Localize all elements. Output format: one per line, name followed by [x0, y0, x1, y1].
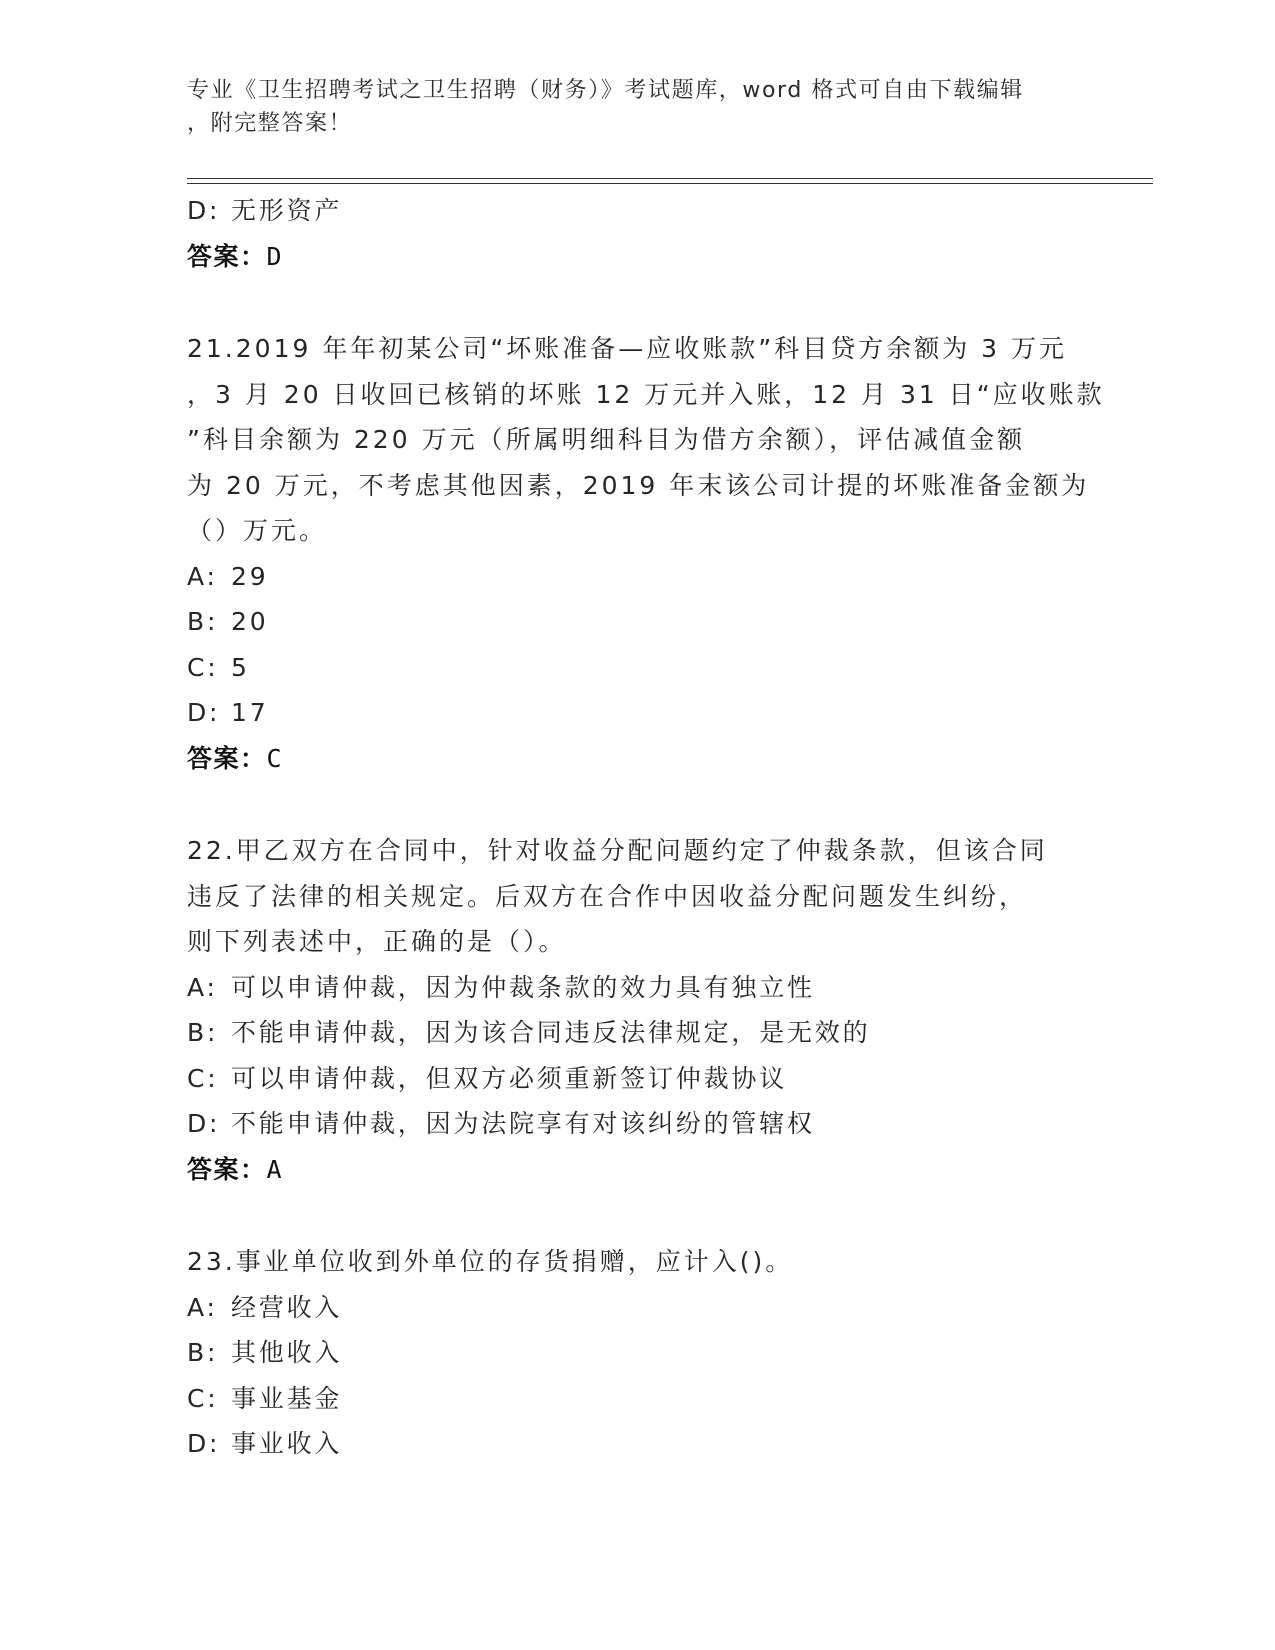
header-rule-bottom	[187, 183, 1153, 184]
question-line: 为 20 万元，不考虑其他因素，2019 年末该公司计提的坏账准备金额为	[187, 470, 1090, 500]
question-line: ，3 月 20 日收回已核销的坏账 12 万元并入账，12 月 31 日“应收账款	[187, 379, 1105, 409]
option-text: 事业基金	[231, 1383, 343, 1413]
question-line: 则下列表述中，正确的是（）。	[187, 927, 567, 956]
header-line-2: ，附完整答案！	[187, 111, 353, 136]
question-line: 22.甲乙双方在合同中，针对收益分配问题约定了仲裁条款，但该合同	[187, 836, 1048, 865]
option-item	[187, 645, 1087, 691]
header-rule-top	[187, 178, 1153, 179]
document-body	[187, 188, 1105, 1467]
answer-line	[187, 234, 1087, 280]
option-text: 20	[231, 607, 269, 636]
option-text: 17	[231, 698, 269, 727]
option-item	[187, 1421, 1087, 1467]
question-line: 23.事业单位收到外单位的存货捐赠，应计入()。	[187, 1247, 794, 1276]
option-label: D:	[187, 1429, 221, 1458]
option-item	[187, 1330, 1087, 1376]
option-text: 事业收入	[231, 1429, 343, 1458]
answer-value: C	[266, 743, 284, 773]
option-item	[187, 554, 1087, 600]
spacer	[187, 1192, 1087, 1239]
question-line: ”科目余额为 220 万元（所属明细科目为借方余额），评估减值金额	[187, 425, 1026, 454]
option-label: D:	[187, 196, 221, 225]
question-23-text	[187, 1239, 1087, 1285]
option-item	[187, 188, 1087, 234]
option-label: D:	[187, 698, 221, 727]
answer-line	[187, 736, 1087, 782]
option-text: 经营收入	[231, 1292, 343, 1322]
option-text: 不能申请仲裁，因为该合同违反法律规定，是无效的	[231, 1018, 871, 1047]
answer-label: 答案：	[187, 743, 267, 773]
option-text: 不能申请仲裁，因为法院享有对该纠纷的管辖权	[231, 1109, 815, 1138]
answer-value: A	[266, 1154, 284, 1184]
option-text: 5	[231, 652, 250, 682]
header-line-1: 专业《卫生招聘考试之卫生招聘（财务）》考试题库，word 格式可自由下载编辑	[187, 78, 1024, 103]
answer-label: 答案：	[187, 241, 267, 271]
option-item	[187, 1056, 1087, 1102]
option-label: C:	[187, 1063, 219, 1093]
document-header	[187, 74, 1067, 140]
question-21-text	[187, 326, 1105, 554]
option-item	[187, 599, 1087, 645]
option-item	[187, 1285, 1087, 1331]
option-item	[187, 1010, 1087, 1056]
question-line: （）万元。	[187, 516, 328, 545]
option-label: A:	[187, 1292, 218, 1322]
question-line: 21.2019 年年初某公司“坏账准备—应收账款”科目贷方余额为 3 万元	[187, 334, 1068, 363]
option-label: A:	[187, 561, 218, 591]
option-item	[187, 1101, 1087, 1147]
option-text: 无形资产	[231, 196, 343, 225]
answer-line	[187, 1147, 1087, 1193]
option-label: A:	[187, 972, 218, 1002]
question-22-text	[187, 828, 1087, 965]
option-item	[187, 690, 1087, 736]
option-text: 29	[231, 561, 269, 591]
option-text: 可以申请仲裁，但双方必须重新签订仲裁协议	[231, 1063, 788, 1093]
spacer	[187, 781, 1087, 828]
option-text: 可以申请仲裁，因为仲裁条款的效力具有独立性	[231, 972, 815, 1002]
option-label: D:	[187, 1109, 221, 1138]
option-label: B:	[187, 607, 219, 636]
option-text: 其他收入	[231, 1338, 343, 1367]
option-label: C:	[187, 652, 219, 682]
spacer	[187, 279, 1087, 326]
question-line: 违反了法律的相关规定。后双方在合作中因收益分配问题发生纠纷，	[187, 881, 1028, 911]
answer-label: 答案：	[187, 1154, 267, 1184]
option-label: C:	[187, 1383, 219, 1413]
option-item	[187, 1376, 1087, 1422]
answer-value: D	[266, 241, 284, 271]
option-label: B:	[187, 1338, 219, 1367]
option-item	[187, 965, 1087, 1011]
option-label: B:	[187, 1018, 219, 1047]
